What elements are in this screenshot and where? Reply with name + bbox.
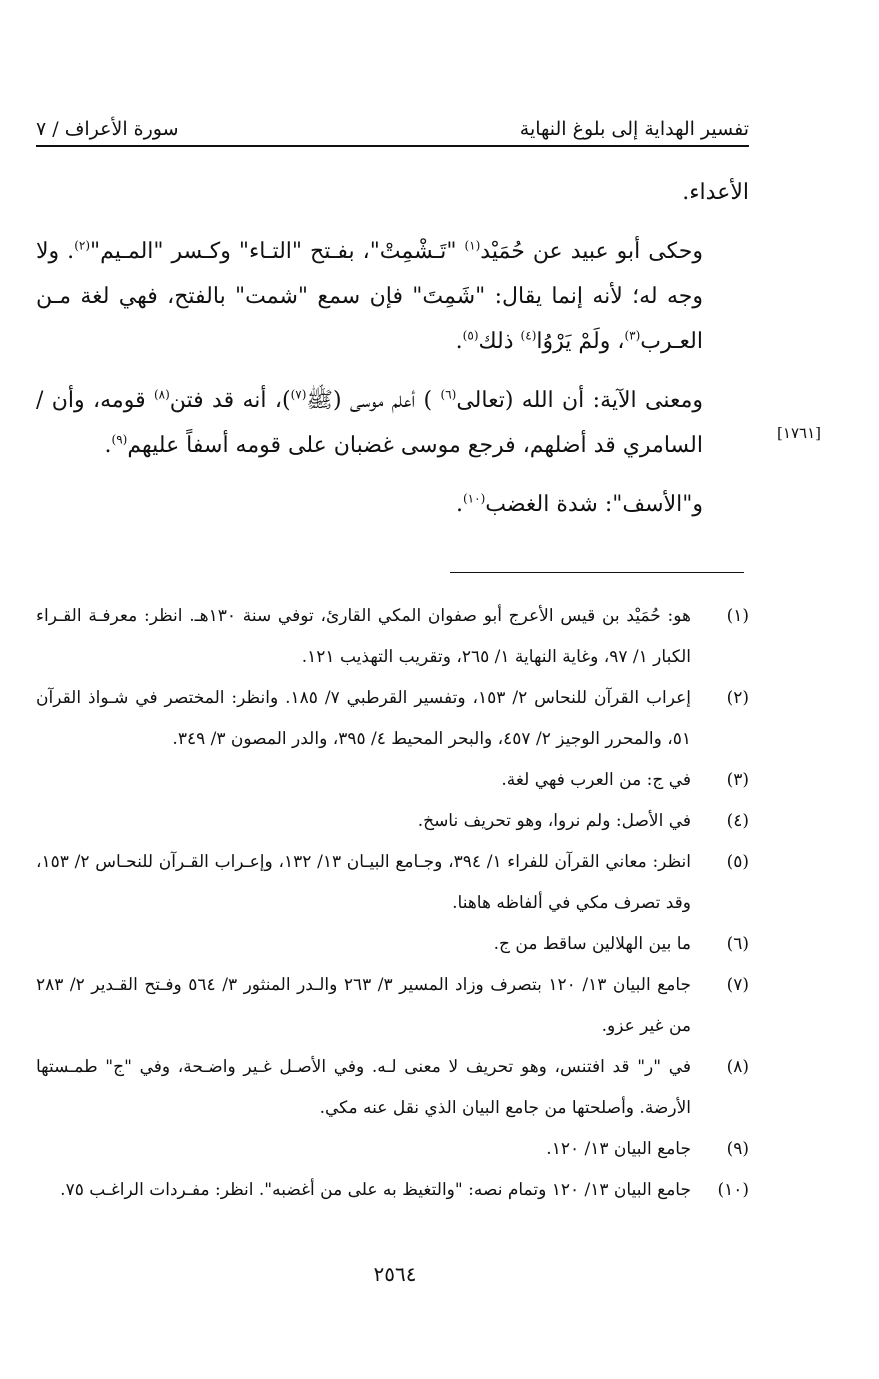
book-title: تفسير الهداية إلى بلوغ النهاية (519, 118, 749, 140)
footnote-item (36, 760, 749, 801)
footnote-text: انظر: معاني القرآن للفراء ١/ ٣٩٤، وجـامع البيـان ١٣/ ١٣٢، وإعـراب القـرآن للنحـاس ٢/ ١٥٣، وقد تصرف مكي في ألفاظه هاهنا. (36, 852, 691, 913)
footnote-ref[interactable]: (٣) (624, 328, 641, 343)
footnote-item (36, 801, 749, 842)
paragraph-4: و"الأسف": شدة الغضب$^{(١٠)}$. (455, 491, 703, 517)
footnote-item (36, 924, 749, 965)
footnote-number: (١٠) (717, 1180, 749, 1200)
footnote-item (36, 1047, 749, 1129)
main-text (36, 170, 749, 527)
footnote-text: ما بين الهلالين ساقط من ج. (493, 934, 691, 954)
margin-manuscript-reference: [١٧٦١] (777, 424, 821, 442)
footnote-number: (٦) (726, 934, 749, 954)
footnote-ref[interactable]: (٩) (111, 432, 128, 447)
footnote-ref[interactable]: (٥) (462, 328, 479, 343)
paragraph-3: ومعنى الآية: أن الله (تعالى$^{(٦)}$ ) أعلم موسى (ﷺ$^{(٧)}$)، أنه قد فتن$^{(٨)}$ قومه، وأن / السامري قد أضلهم، فرجع موسى غضبان على قومه أسفاً عليهم$^{(٩)}$. (36, 387, 704, 458)
footnote-separator (450, 572, 744, 573)
footnote-ref[interactable]: (٤) (520, 328, 537, 343)
footnote-number: (٣) (726, 770, 749, 790)
paragraph-1: الأعداء. (682, 180, 749, 205)
footnote-text: هو: حُمَيْد بن قيس الأعرج أبو صفوان المكي القارئ، توفي سنة ١٣٠هـ. انظر: معرفـة القـراء الكبار ١/ ٩٧، وغاية النهاية ١/ ٢٦٥، وتقريب التهذيب ١٢١. (36, 606, 691, 667)
footnote-item (36, 1170, 749, 1211)
footnote-text: جامع البيان ١٣/ ١٢٠. (546, 1139, 691, 1159)
footnote-text: جامع البيان ١٣/ ١٢٠ بتصرف وزاد المسير ٣/ ٢٦٣ والـدر المنثور ٣/ ٥٦٤ وفـتح القـدير ٢/ ٢٨٣ من غير عزو. (36, 975, 692, 1036)
footnote-item (36, 596, 749, 678)
footnote-text: إعراب القرآن للنحاس ٢/ ١٥٣، وتفسير القرطبي ٧/ ١٨٥. وانظر: المختصر في شـواذ القرآن ٥١، والمحرر الوجيز ٢/ ٤٥٧، والبحر المحيط ٤/ ٣٩٥، والدر المصون ٣/ ٣٤٩. (36, 688, 691, 749)
footnote-ref[interactable]: (٨) (153, 387, 170, 402)
footnote-number: (٢) (726, 688, 749, 708)
footnote-number: (٨) (726, 1057, 749, 1077)
footnote-text: في الأصل: ولم نروا، وهو تحريف ناسخ. (417, 811, 691, 831)
footnotes (36, 596, 749, 1211)
footnote-text: في "ر" قد افتنس، وهو تحريف لا معنى لـه. وفي الأصـل غـير واضـحة، وفي "ج" طمـستها الأرضة. وأصلحتها من جامع البيان الذي نقل عنه مكي. (36, 1057, 691, 1118)
page-number: ٢٥٦٤ (373, 1262, 417, 1286)
running-header (36, 104, 749, 140)
footnote-item (36, 678, 749, 760)
footnote-ref[interactable]: (١) (464, 238, 481, 253)
footnote-item (36, 842, 749, 924)
footnote-number: (٧) (726, 975, 749, 995)
paragraph-2: وحكى أبو عبيد عن حُمَيْد$^{(١)}$ "تَـشْمِتْ"، بفـتح "التـاء" وكـسر "المـيم"$^{(٢)}$. ولا وجه له؛ لأنه إنما يقال: "شَمِتَ" فإن سمع "شمت" بالفتح، فهي لغة مـن العـرب$^{(٣)}$، ولَمْ يَرْوُا$^{(٤)}$ ذلك$^{(٥)}$. (36, 238, 703, 354)
footnote-ref[interactable]: (٧) (290, 387, 307, 402)
footnote-number: (١) (726, 606, 749, 626)
footnote-number: (٤) (726, 811, 749, 831)
surah-label: سورة الأعراف / ٧ (36, 118, 179, 140)
footnote-ref[interactable]: (١٠) (462, 491, 486, 506)
header-rule (36, 145, 749, 147)
footnote-text: في ج: من العرب فهي لغة. (501, 770, 691, 790)
footnote-ref[interactable]: (٦) (440, 387, 457, 402)
footnote-ref[interactable]: (٢) (74, 238, 91, 253)
footnote-item (36, 1129, 749, 1170)
footnote-number: (٥) (726, 852, 749, 872)
footnote-number: (٩) (726, 1139, 749, 1159)
footnote-text: جامع البيان ١٣/ ١٢٠ وتمام نصه: "والتغيظ به على من أغضبه". انظر: مفـردات الراغـب ٧٥. (60, 1180, 691, 1200)
footnote-item (36, 965, 749, 1047)
